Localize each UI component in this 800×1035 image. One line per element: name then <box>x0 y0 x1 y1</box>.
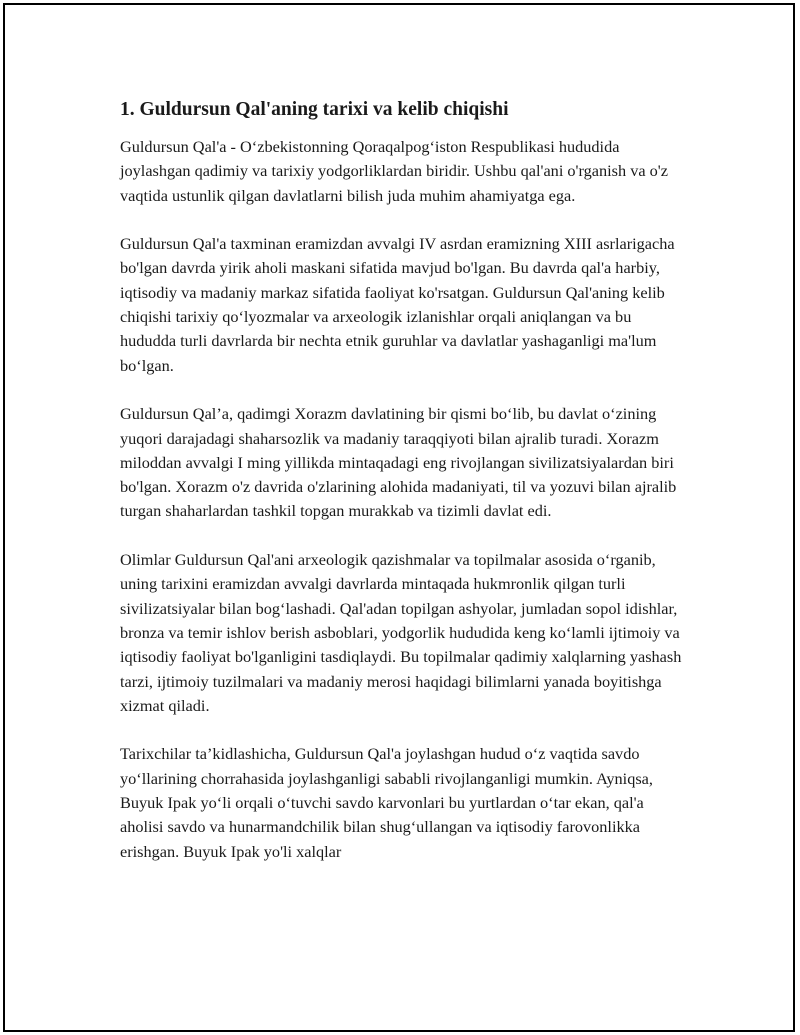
paragraph-1: Guldursun Qal'a - O‘zbekistonning Qoraqalpog‘iston Respublikasi hududida joylashgan qadimiy va tarixiy yodgorliklardan biridir. Ushbu qal'ani o'rganish va o'z vaqtida ustunlik qilgan davlatlarni bilish juda muhim ahamiyatga ega. <box>120 137 668 205</box>
paragraph-3: Guldursun Qal’a, qadimgi Xorazm davlatining bir qismi bo‘lib, bu davlat o‘zining yuqori darajadagi shaharsozlik va madaniy taraqqiyoti bilan ajralib turadi. Xorazm miloddan avvalgi I ming yillikda mintaqadagi eng rivojlangan sivilizatsiyalardan biri bo'lgan. Xorazm o'z davrida o'zlarining alohida madaniyati, til va yozuvi bilan ajralib turgan shaharlardan tashkil topgan murakkab va tizimli davlat edi. <box>120 404 677 521</box>
paragraph-4: Olimlar Guldursun Qal'ani arxeologik qazishmalar va topilmalar asosida o‘rganib, uning tarixini eramizdan avvalgi davrlarda mintaqada hukmronlik qilgan turli sivilizatsiyalar bilan bog‘lashadi. Qal'adan topilgan ashyolar, jumladan sopol idishlar, bronza va temir ishlov berish asboblari, yodgorlik hududida keng ko‘lamli ijtimoiy va iqtisodiy faoliyat bo'lganligini tasdiqlaydi. Bu topilmalar qadimiy xalqlarning yashash tarzi, ijtimoiy tuzilmalari va madaniy merosi haqidagi bilimlarni yanada boyitishga xizmat qiladi. <box>120 550 682 715</box>
section-heading: 1. Guldursun Qal'aning tarixi va kelib chiqishi <box>120 99 509 120</box>
paragraph-5: Tarixchilar ta’kidlashicha, Guldursun Qal'a joylashgan hudud o‘z vaqtida savdo yo‘llarining chorrahasida joylashganligi sababli rivojlanganligi mumkin. Ayniqsa, Buyuk Ipak yo‘li orqali o‘tuvchi savdo karvonlari bu yurtlardan o‘tar ekan, qal'a aholisi savdo va hunarmandchilik bilan shug‘ullangan va iqtisodiy farovonlikka erishgan. Buyuk Ipak yo'li xalqlar <box>120 744 653 861</box>
document-body <box>120 97 690 888</box>
page-frame <box>3 3 795 1032</box>
paragraph-2: Guldursun Qal'a taxminan eramizdan avvalgi IV asrdan eramizning XIII asrlarigacha bo'lgan davrda yirik aholi maskani sifatida mavjud bo'lgan. Bu davrda qal'a harbiy, iqtisodiy va madaniy markaz sifatida faoliyat ko'rsatgan. Guldursun Qal'aning kelib chiqishi tarixiy qo‘lyozmalar va arxeologik izlanishlar orqali aniqlangan va bu hududda turli davrlarda bir nechta etnik guruhlar va davlatlar yashaganligi ma'lum bo‘lgan. <box>120 234 675 375</box>
